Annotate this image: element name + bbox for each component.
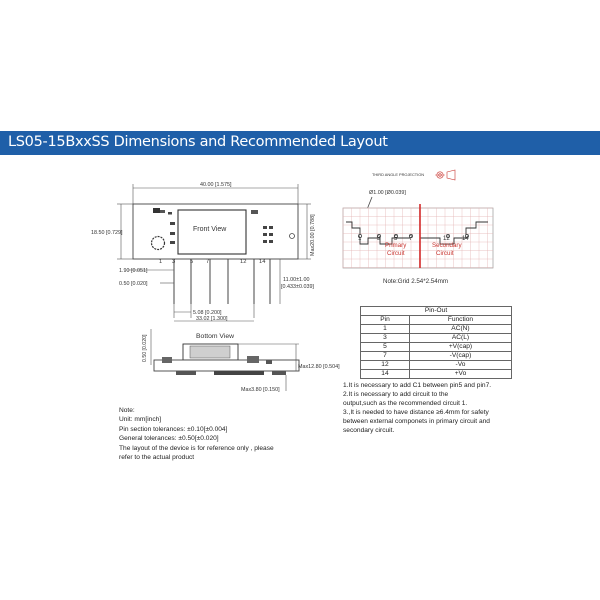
dim-standoff-label: Max3.80 [0.150] (241, 387, 280, 393)
layout-pin-label: 3 (377, 236, 381, 242)
component-chip (263, 233, 267, 236)
pin-cell: 12 (361, 361, 410, 370)
pinout-title: Pin-Out (361, 307, 512, 316)
dim-pin-len-in-label: [0.433±0.039] (281, 284, 314, 290)
pin-label: 12 (240, 259, 247, 265)
capacitor-circle (152, 237, 165, 250)
pin-cell: 14 (361, 370, 410, 379)
function-cell: +Vo (409, 370, 511, 379)
pcb-side (154, 360, 299, 371)
note-line: Pin section tolerances: ±0.10[±0.004] (119, 425, 228, 433)
function-cell: AC(N) (409, 325, 511, 334)
hole-dimension-label: Ø1.00 [Ø0.039] (369, 190, 406, 196)
title-banner (0, 131, 600, 155)
projection-cone-icon (447, 170, 455, 180)
function-cell: -Vo (409, 361, 511, 370)
application-notes (343, 382, 523, 435)
mount-hole (290, 234, 295, 239)
pinout-header-row (361, 316, 512, 325)
front-view-label: Front View (193, 226, 227, 233)
note-line: 1.It is necessary to add C1 between pin5 and pin7. (343, 382, 492, 389)
note-line: The layout of the device is for reference only , please (119, 444, 274, 452)
transformer-core (190, 346, 230, 358)
note-line: secondary circuit. (343, 426, 395, 434)
note-line: refer to the actual product (119, 454, 195, 462)
pin-label: 3 (172, 259, 176, 265)
pin-label: 5 (190, 259, 194, 265)
general-notes (119, 406, 319, 462)
layout-pin-label: 7 (409, 236, 413, 242)
note-line: Note: (119, 407, 135, 414)
secondary-circuit-label: Circuit (436, 250, 454, 257)
dim-pin-dia-label: 0.50 [0.020] (142, 334, 148, 362)
primary-circuit-label: Circuit (387, 250, 405, 257)
dim-height-left-label: 18.50 [0.729] (91, 230, 123, 236)
dim-pitch-label: 5.08 [0.200] (193, 310, 222, 316)
primary-circuit-label: Primary (385, 242, 407, 249)
component-chip (153, 208, 160, 213)
component-chip (170, 241, 175, 244)
dim-width-label: 40.00 [1.575] (200, 182, 232, 188)
component-chip (160, 210, 165, 213)
component-chip (170, 222, 175, 225)
note-line: Unit: mm[inch] (119, 416, 162, 424)
function-cell: +V(cap) (409, 343, 511, 352)
component-chip (168, 212, 172, 215)
pin-label: 7 (206, 259, 210, 265)
pinout-header-function: Function (409, 316, 511, 325)
component-chip (263, 226, 267, 229)
component-chip (263, 240, 267, 243)
component-chip (251, 210, 258, 214)
function-cell: AC(L) (409, 334, 511, 343)
dim-edge-label: 1.90 [0.051] (119, 268, 148, 274)
dim-pin-len-label: 11.00±1.00 (283, 277, 310, 283)
pin-stub (214, 371, 264, 375)
projection-label: THIRD ANGLE PROJECTION (372, 172, 425, 177)
table-row (361, 325, 512, 334)
pin-cell: 3 (361, 334, 410, 343)
component-side (266, 360, 272, 364)
layout-pin-label: 5 (394, 236, 398, 242)
pin-cell: 5 (361, 343, 410, 352)
dim-height-right-label: Max20.00 [0.788] (310, 214, 316, 256)
component-side (162, 357, 172, 363)
note-line: 3.,It is needed to have distance ≥6.4mm for safety (343, 408, 489, 416)
grid-note: Note:Grid 2.54*2.54mm (383, 278, 448, 285)
page-title: LS05-15BxxSS Dimensions and Recommended Layout (8, 134, 388, 150)
note-line: output,such as the recommended circuit 1. (343, 399, 468, 407)
pinout-table (360, 306, 512, 379)
layout-pin-label: 1 (358, 236, 362, 242)
component-chip (170, 232, 175, 235)
table-row (361, 334, 512, 343)
pin-stub (272, 371, 286, 375)
layout-pin-label: 12 (443, 236, 450, 242)
secondary-circuit-label: Secondary (432, 242, 462, 249)
dim-span-label: 33.02 [1.300] (196, 316, 228, 322)
pin-cell: 7 (361, 352, 410, 361)
table-row (361, 361, 512, 370)
pinout-title-row (361, 307, 512, 316)
component-chip (269, 233, 273, 236)
component-chip (269, 226, 273, 229)
component-chip (269, 240, 273, 243)
dim-bottom-height-label: Max12.80 [0.504] (298, 364, 340, 370)
pin-stub (176, 371, 196, 375)
note-line: 2.It is necessary to add circuit to the (343, 390, 449, 398)
dim-pin-w-label: 0.50 [0.020] (119, 281, 148, 287)
pinout-header-pin: Pin (361, 316, 410, 325)
component-side (247, 356, 259, 363)
layout-pin-label: 14 (462, 236, 469, 242)
pin-label: 14 (259, 259, 266, 265)
table-row (361, 352, 512, 361)
bottom-view-label: Bottom View (196, 333, 235, 340)
table-row (361, 343, 512, 352)
table-row (361, 370, 512, 379)
note-line: General tolerances: ±0.50[±0.020] (119, 435, 219, 443)
note-line: between external componets in primary circuit and (343, 417, 490, 425)
pin-label: 1 (159, 259, 163, 265)
pin-cell: 1 (361, 325, 410, 334)
function-cell: -V(cap) (409, 352, 511, 361)
